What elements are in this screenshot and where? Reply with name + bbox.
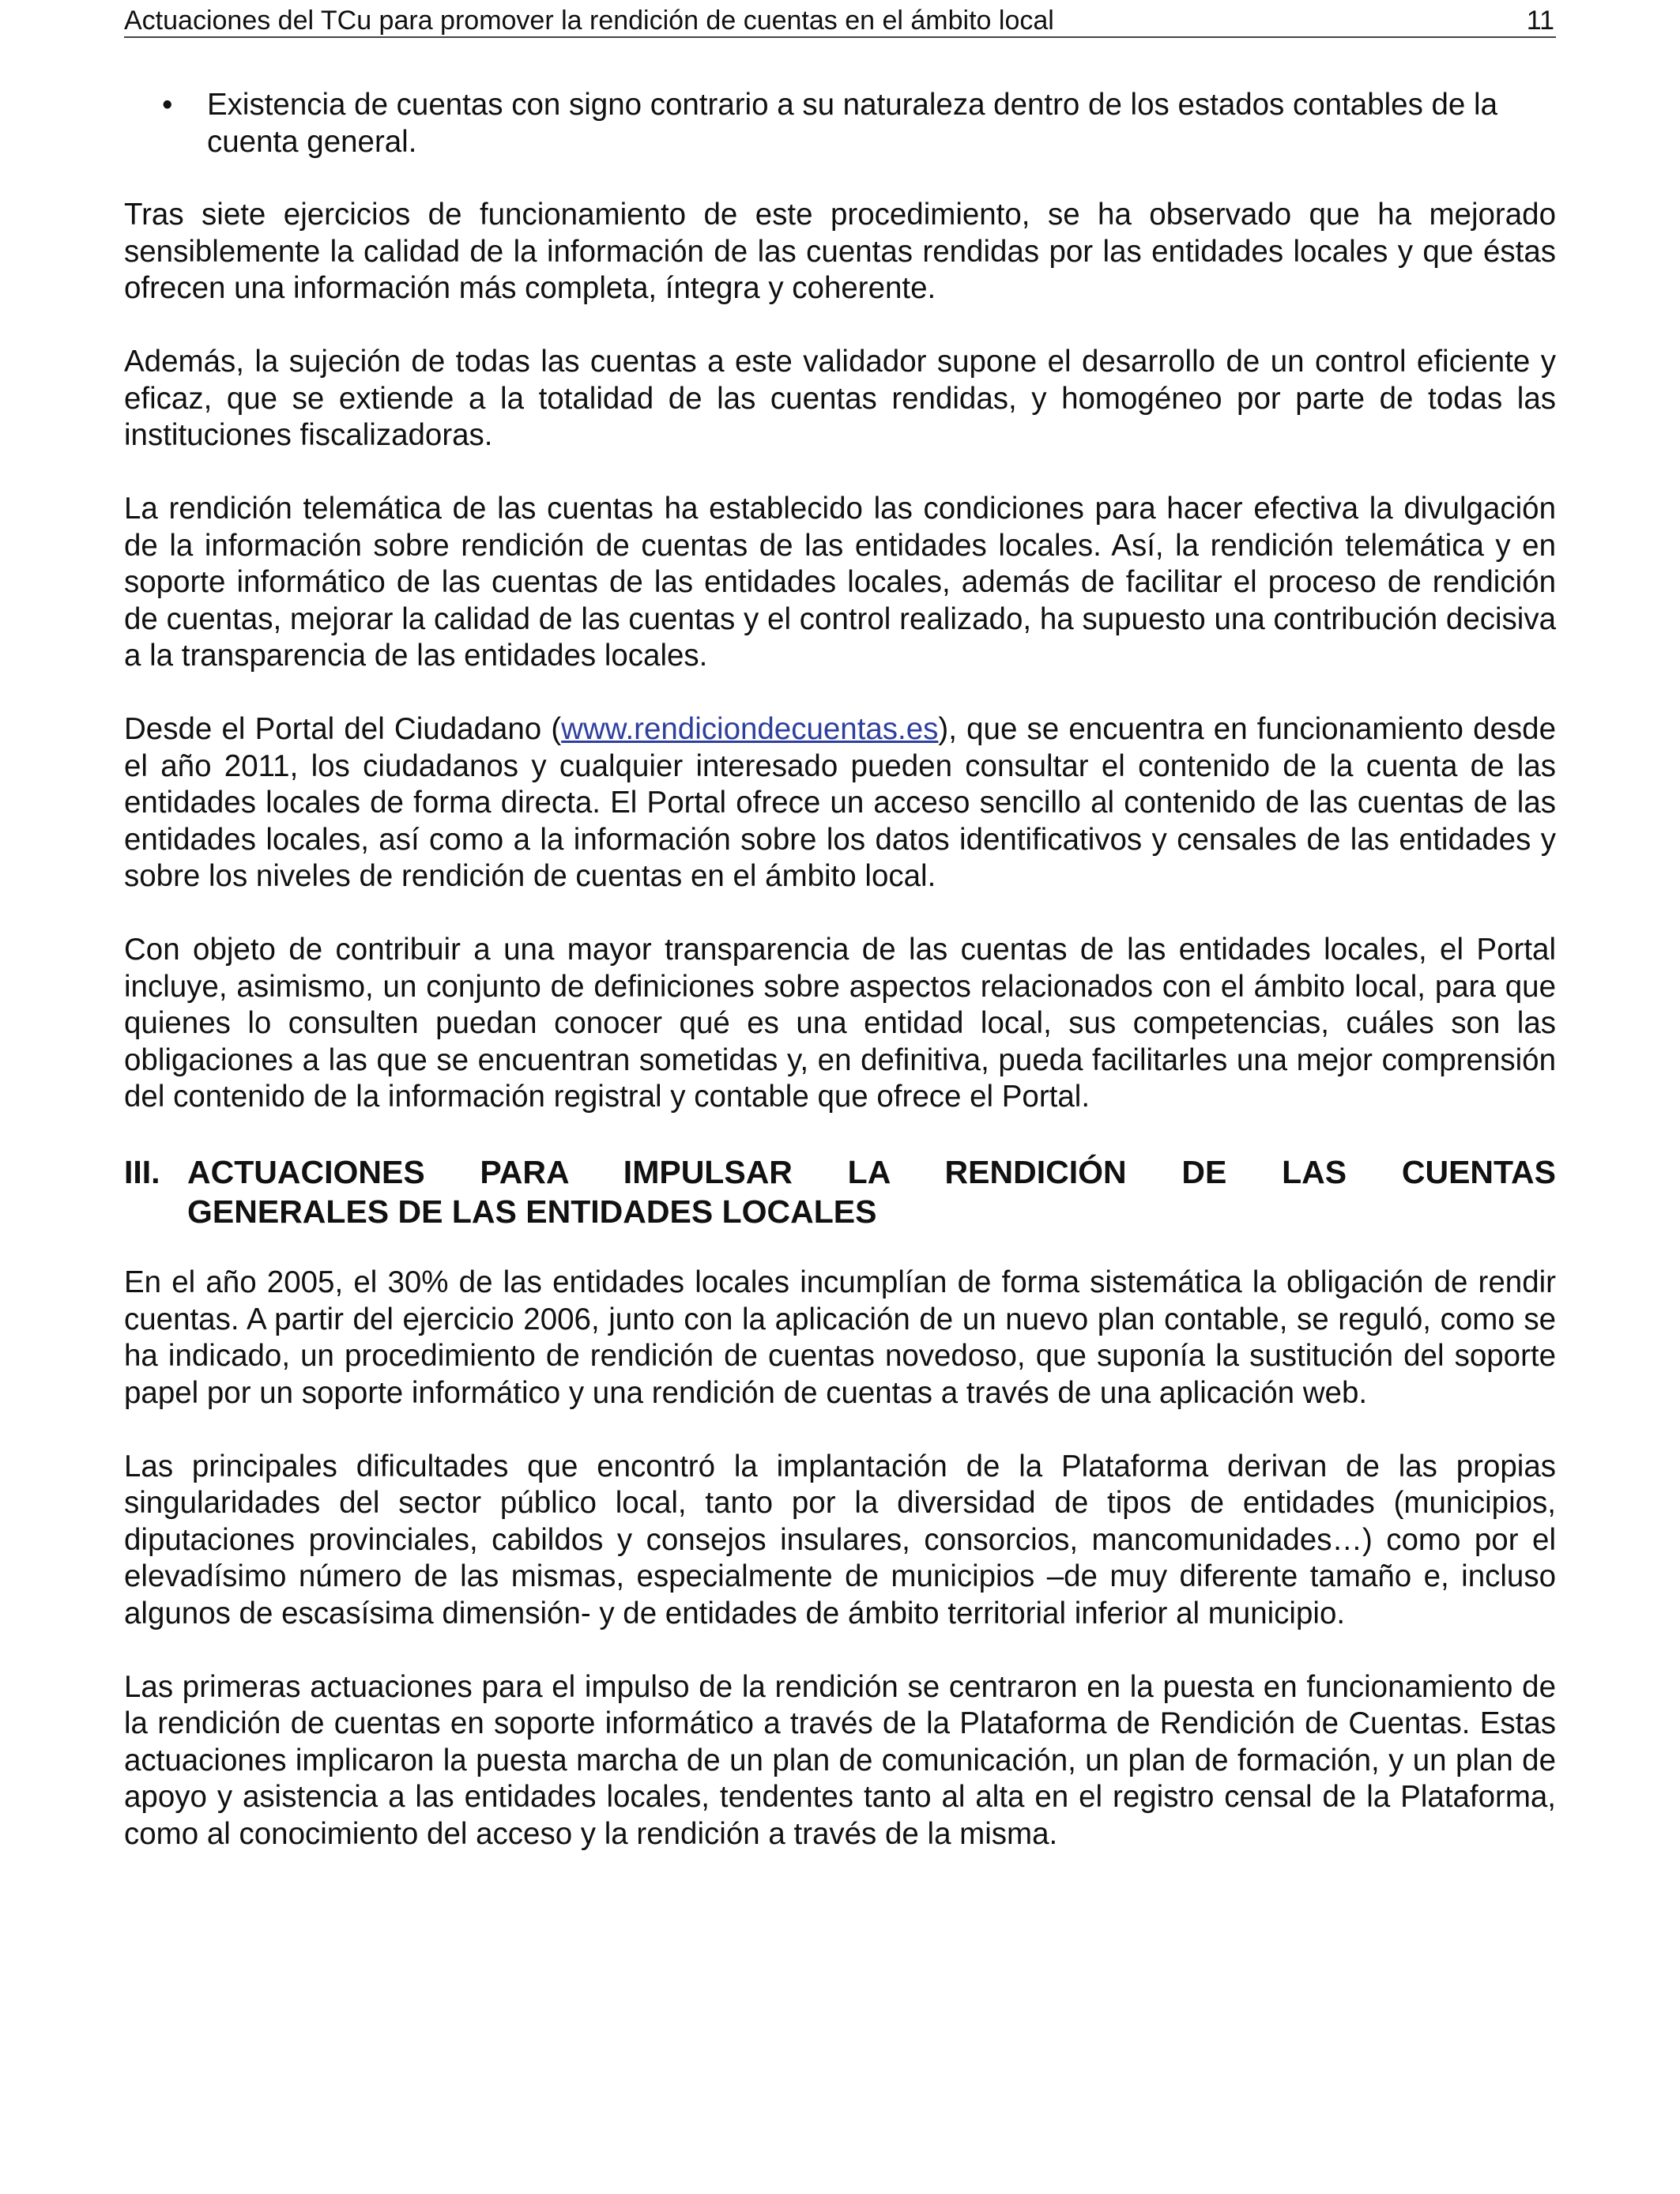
page-header <box>124 5 1556 38</box>
paragraph-4-start: Desde el Portal del Ciudadano ( <box>124 712 562 746</box>
paragraph-4-end: ), que se encuentra en funcionamiento desde el año 2011, los ciudadanos y cualquier interesado pueden consultar el contenido de la cuenta de las entidades locales de forma directa. El Portal ofrece un acceso sencillo al contenido de las cuentas de las entidades locales, así como a la información sobre los datos identificativos y censales de las entidades y sobre los niveles de rendición de cuentas en el ámbito local. <box>124 712 1556 893</box>
bullet-text: Existencia de cuentas con signo contrario a su naturaleza dentro de los estados contables de la cuenta general. <box>207 88 1497 159</box>
bullet-list-item <box>124 87 1556 160</box>
section-title-line-1: ACTUACIONES PARA IMPULSAR LA RENDICIÓN DE LAS CUENTAS <box>187 1154 1556 1190</box>
section-number: III. <box>124 1154 160 1190</box>
header-title: Actuaciones del TCu para promover la rendición de cuentas en el ámbito local <box>124 6 1054 36</box>
portal-link[interactable]: www.rendiciondecuentas.es <box>561 712 939 746</box>
paragraph-7: Las principales dificultades que encontró la implantación de la Plataforma derivan de las propias singularidades del sector público local, tanto por la diversidad de tipos de entidades (municipios, diputaciones provinciales, cabildos y consejos insulares, consorcios, mancomunidades…) como por el elevadísimo número de las mismas, especialmente de municipios –de muy diferente tamaño e, incluso algunos de escasísima dimensión- y de entidades de ámbito territorial inferior al municipio. <box>124 1449 1556 1630</box>
bullet-icon: • <box>162 88 173 122</box>
section-title-line-2: GENERALES DE LAS ENTIDADES LOCALES <box>187 1193 877 1230</box>
document-body <box>124 87 1556 1890</box>
paragraph-3: La rendición telemática de las cuentas ha establecido las condiciones para hacer efectiva la divulgación de la información sobre rendición de cuentas de las entidades locales. Así, la rendición telemática y en soporte informático de las cuentas de las entidades locales, además de facilitar el proceso de rendición de cuentas, mejorar la calidad de las cuentas y el control realizado, ha supuesto una contribución decisiva a la transparencia de las entidades locales. <box>124 492 1556 673</box>
paragraph-2: Además, la sujeción de todas las cuentas a este validador supone el desarrollo de un control eficiente y eficaz, que se extiende a la totalidad de las cuentas rendidas, y homogéneo por parte de todas las instituciones fiscalizadoras. <box>124 345 1556 452</box>
paragraph-8: Las primeras actuaciones para el impulso de la rendición se centraron en la puesta en funcionamiento de la rendición de cuentas en soporte informático a través de la Plataforma de Rendición de Cuentas. Estas actuaciones implicaron la puesta marcha de un plan de comunicación, un plan de formación, y un plan de apoyo y asistencia a las entidades locales, tendentes tanto al alta en el registro censal de la Plataforma, como al conocimiento del acceso y la rendición a través de la misma. <box>124 1669 1556 1851</box>
paragraph-5: Con objeto de contribuir a una mayor transparencia de las cuentas de las entidades locales, el Portal incluye, asimismo, un conjunto de definiciones sobre aspectos relacionados con el ámbito local, para que quienes lo consulten puedan conocer qué es una entidad local, sus competencias, cuáles son las obligaciones a las que se encuentran sometidas y, en definitiva, pueda facilitarles una mejor comprensión del contenido de la información registral y contable que ofrece el Portal. <box>124 933 1556 1114</box>
section-heading <box>124 1152 1556 1231</box>
paragraph-6: En el año 2005, el 30% de las entidades locales incumplían de forma sistemática la obligación de rendir cuentas. A partir del ejercicio 2006, junto con la aplicación de un nuevo plan contable, se reguló, como se ha indicado, un procedimiento de rendición de cuentas novedoso, que suponía la sustitución del soporte papel por un soporte informático y una rendición de cuentas a través de una aplicación web. <box>124 1265 1556 1410</box>
paragraph-1: Tras siete ejercicios de funcionamiento de este procedimiento, se ha observado que ha mejorado sensiblemente la calidad de la información de las cuentas rendidas por las entidades locales y que éstas ofrecen una información más completa, íntegra y coherente. <box>124 198 1556 305</box>
paragraph-4 <box>124 711 1556 895</box>
page-number: 11 <box>1526 6 1554 36</box>
